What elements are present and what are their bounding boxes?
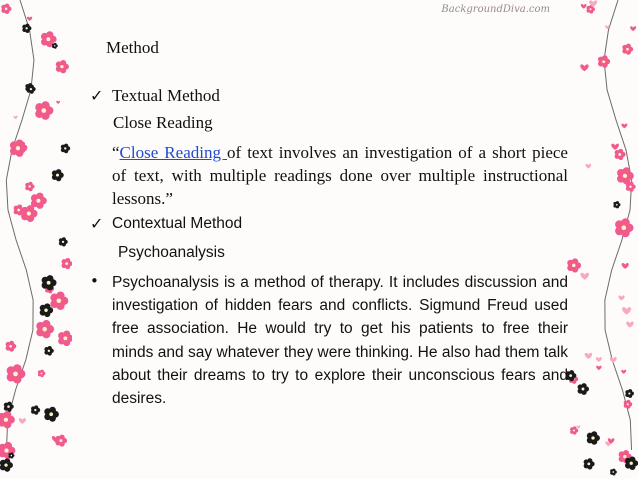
vine-line — [6, 0, 34, 450]
flower-icon — [61, 144, 70, 154]
flower-icon — [52, 43, 58, 49]
heart-icon — [622, 263, 629, 269]
heart-icon — [580, 64, 588, 71]
flower-icon — [0, 411, 15, 428]
flower-icon — [625, 389, 634, 398]
flower-icon — [625, 456, 638, 470]
close-reading-link[interactable]: Close Reading — [119, 143, 227, 162]
heart-icon — [621, 370, 626, 374]
heart-icon — [13, 116, 17, 119]
heart-icon — [580, 273, 589, 280]
heart-icon — [27, 17, 32, 21]
heart-icon — [56, 101, 60, 104]
flower-pattern-left — [0, 0, 72, 479]
flower-icon — [598, 55, 610, 68]
heart-icon — [622, 307, 631, 314]
flower-icon — [7, 364, 26, 383]
flower-icon — [578, 383, 589, 395]
quote-body: of text involves an investigation of a short piece of text, with multiple readings done over multiple instructional lessons.” — [112, 143, 568, 208]
heart-icon — [596, 366, 601, 370]
flower-icon — [44, 407, 59, 422]
flower-icon — [567, 258, 581, 272]
flower-icon — [10, 140, 27, 157]
heart-icon — [618, 295, 624, 300]
bullet-icon: • — [90, 272, 99, 290]
heart-icon — [585, 353, 592, 359]
flower-icon — [44, 346, 53, 356]
close-reading-quote — [112, 141, 568, 210]
flower-icon — [624, 400, 633, 409]
flower-icon — [615, 149, 626, 160]
heart-icon — [586, 164, 592, 169]
flower-icon — [50, 292, 68, 310]
flower-icon — [42, 275, 57, 290]
flower-icon — [58, 330, 72, 346]
psychoanalysis-label: Psychoanalysis — [118, 244, 225, 261]
heart-icon — [596, 357, 602, 362]
flower-icon — [36, 320, 54, 338]
flower-icon — [62, 258, 72, 269]
flower-icon — [626, 182, 636, 192]
watermark: BackgroundDiva.com — [441, 4, 550, 15]
floral-border-left — [0, 0, 72, 479]
textual-method-heading: Textual Method — [112, 86, 220, 105]
flower-icon — [31, 193, 47, 209]
flower-icon — [27, 84, 36, 93]
heart-icon — [626, 322, 633, 328]
flower-icon — [622, 44, 633, 55]
flower-icon — [56, 60, 69, 73]
flower-icon — [584, 458, 595, 469]
floral-border-right — [566, 0, 638, 479]
flower-icon — [38, 370, 45, 378]
slide-title: Method — [106, 38, 159, 57]
flower-icon — [0, 458, 13, 471]
heart-icon — [621, 123, 627, 128]
heart-icon — [610, 357, 617, 363]
contextual-method-heading: Contextual Method — [112, 215, 243, 232]
psychoanalysis-description: Psychoanalysis is a method of therapy. It includes discussion and investigation of hidden fears and conflicts. Sigmund Freud used free association. He would try to get his patients to free their minds and say whatever they were thinking. He also had them talk about their dreams to try to explore their unconscious fears and desires. — [112, 274, 568, 408]
flower-icon — [21, 205, 37, 222]
heart-icon — [611, 144, 619, 150]
flower-icon — [52, 169, 64, 181]
flower-icon — [35, 101, 53, 120]
flower-icon — [587, 431, 600, 445]
close-reading-label: Close Reading — [113, 113, 213, 132]
flower-icon — [31, 405, 40, 414]
checkmark-icon: ✓ — [90, 86, 104, 105]
flower-icon — [613, 201, 620, 208]
flower-icon — [615, 218, 633, 237]
flower-icon — [570, 426, 578, 434]
heart-icon — [577, 425, 581, 428]
heart-icon — [581, 4, 587, 9]
flower-icon — [25, 182, 34, 192]
flower-icon — [610, 469, 617, 476]
flower-icon — [59, 237, 68, 246]
quote-open: “ — [112, 143, 120, 162]
heart-icon — [19, 418, 26, 424]
heart-icon — [630, 26, 636, 31]
flower-icon — [1, 4, 11, 14]
flower-pattern-right — [566, 0, 638, 479]
checkmark-icon: ✓ — [90, 214, 104, 233]
flower-icon — [6, 341, 17, 352]
